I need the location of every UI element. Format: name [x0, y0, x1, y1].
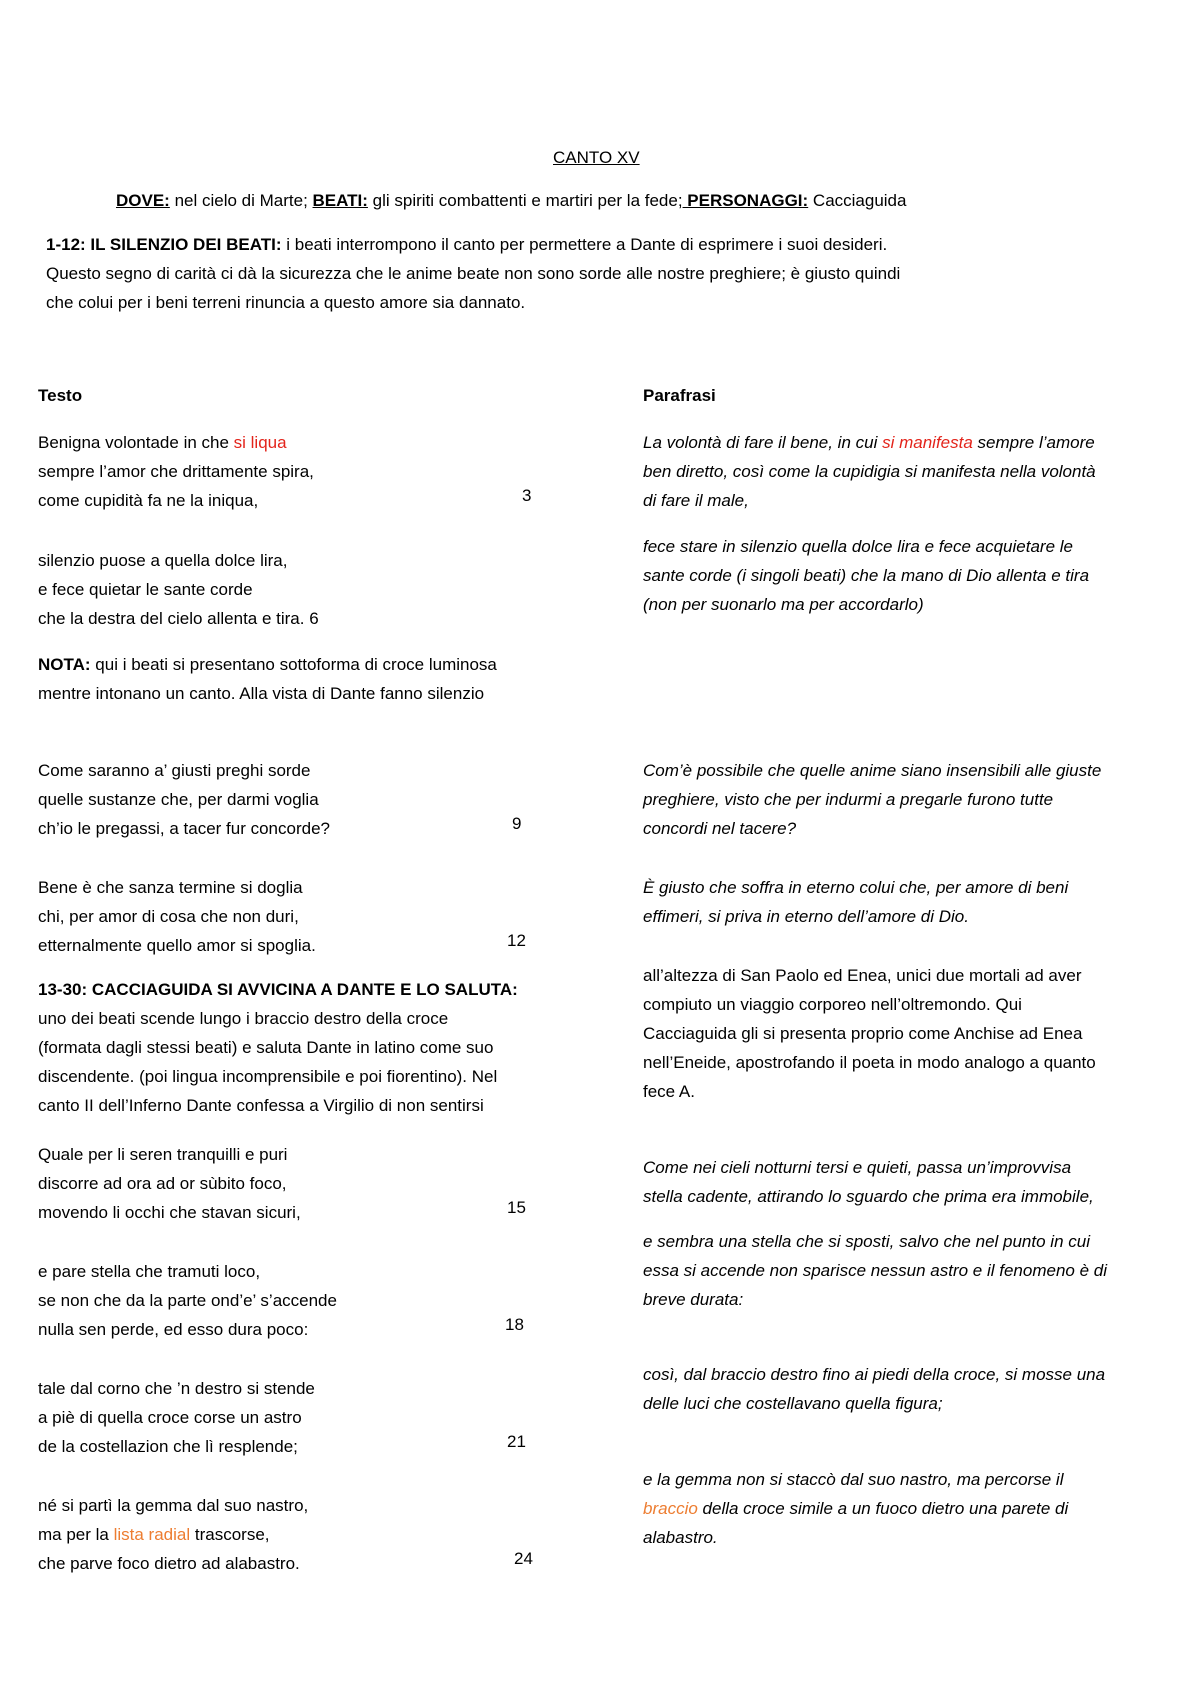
highlight-braccio: braccio [643, 1499, 698, 1518]
where-value: nel cielo di Marte; [169, 191, 313, 210]
paraphrase-8 [643, 1360, 1105, 1418]
verse-line: Benigna volontade in che [38, 433, 234, 452]
paraphrase-line: all’altezza di San Paolo ed Enea, unici due mortali ad aver [643, 966, 1082, 985]
paraphrase-line: concordi nel tacere? [643, 819, 797, 838]
section-2-heading: 13-30: CACCIAGUIDA SI AVVICINA A DANTE E LO SALUTA: [38, 980, 518, 999]
verse-line: e pare stella che tramuti loco, [38, 1262, 261, 1281]
verse-line: discorre ad ora ad or sùbito foco, [38, 1174, 287, 1193]
verse-number: 18 [505, 1315, 524, 1334]
column-header-paraphrase: Parafrasi [643, 386, 716, 405]
verse-line-end: trascorse, [190, 1525, 270, 1544]
verse-number: 9 [512, 814, 522, 833]
verse-line: etternalmente quello amor si spoglia. [38, 936, 316, 955]
column-header-text: Testo [38, 386, 83, 405]
verse-line: né si partì la gemma dal suo nastro, [38, 1496, 309, 1515]
stanza-2 [38, 546, 319, 633]
paraphrase-line: essa si accende non sparisce nessun astro e il fenomeno è di [643, 1261, 1107, 1280]
verse-line: se non che da la parte ond’e’ s’accende [38, 1291, 337, 1310]
verse-line: che la destra del cielo allenta e tira. 6 [38, 609, 319, 628]
verse-line: ma per la [38, 1525, 114, 1544]
intro-paragraph [46, 230, 900, 317]
paraphrase-line: e sembra una stella che si sposti, salvo che nel punto in cui [643, 1232, 1090, 1251]
verse-number: 15 [507, 1198, 526, 1217]
stanza-6 [38, 1257, 337, 1344]
intro-line-1: i beati interrompono il canto per permettere a Dante di esprimere i suoi desideri. [281, 235, 888, 254]
note-line-1: qui i beati si presentano sottoforma di croce luminosa [90, 655, 497, 674]
paraphrase-line: così, dal braccio destro fino ai piedi della croce, si mosse una [643, 1365, 1106, 1384]
verse-line: ch’io le pregassi, a tacer fur concorde? [38, 819, 330, 838]
section-2-line: canto II dell’Inferno Dante confessa a Virgilio di non sentirsi [38, 1096, 484, 1115]
paraphrase-line: di fare il male, [643, 491, 749, 510]
paraphrase-line: fece stare in silenzio quella dolce lira e fece acquietare le [643, 537, 1073, 556]
paraphrase-line: ben diretto, così come la cupidigia si manifesta nella volontà [643, 462, 1096, 481]
paraphrase-7 [643, 1227, 1107, 1314]
paraphrase-6 [643, 1153, 1094, 1211]
verse-number: 3 [522, 486, 532, 505]
paraphrase-4 [643, 873, 1068, 931]
paraphrase-5 [643, 961, 1096, 1106]
verse-line: a piè di quella croce corse un astro [38, 1408, 302, 1427]
characters-value: Cacciaguida [808, 191, 907, 210]
verse-line: sempre l’amor che drittamente spira, [38, 462, 314, 481]
verse-number: 24 [514, 1549, 533, 1568]
intro-line-2: Questo segno di carità ci dà la sicurezza che le anime beate non sono sorde alle nostre preghiere; è giusto quindi [46, 264, 901, 283]
paraphrase-line: effimeri, si priva in eterno dell’amore di Dio. [643, 907, 969, 926]
paraphrase-line: (non per suonarlo ma per accordarlo) [643, 595, 924, 614]
verse-line: e fece quietar le sante corde [38, 580, 253, 599]
verse-line: chi, per amor di cosa che non duri, [38, 907, 299, 926]
verse-line: silenzio puose a quella dolce lira, [38, 551, 288, 570]
paraphrase-line: fece A. [643, 1082, 695, 1101]
verse-line: movendo li occhi che stavan sicuri, [38, 1203, 301, 1222]
stanza-7 [38, 1374, 315, 1461]
paraphrase-line: compiuto un viaggio corporeo nell’oltremondo. Qui [643, 995, 1022, 1014]
verse-line: Come saranno a’ giusti preghi sorde [38, 761, 311, 780]
stanza-1 [38, 428, 314, 515]
paraphrase-line: La volontà di fare il bene, in cui [643, 433, 883, 452]
paraphrase-line: Com’è possibile che quelle anime siano insensibili alle giuste [643, 761, 1102, 780]
verse-line: Quale per li seren tranquilli e puri [38, 1145, 288, 1164]
verse-number: 12 [507, 931, 526, 950]
verse-number: 21 [507, 1432, 526, 1451]
blessed-label: BEATI: [312, 191, 368, 210]
paraphrase-line-end: della croce simile a un fuoco dietro una parete di [697, 1499, 1069, 1518]
characters-label: PERSONAGGI: [682, 191, 809, 210]
highlight-lista-radial: lista radial [113, 1525, 191, 1544]
page-title: CANTO XV [553, 148, 640, 167]
intro-line-3: che colui per i beni terreni rinuncia a questo amore sia dannato. [46, 293, 526, 312]
paraphrase-line: alabastro. [643, 1528, 718, 1547]
verse-line: nulla sen perde, ed esso dura poco: [38, 1320, 309, 1339]
paraphrase-line: delle luci che costellavano quella figura; [643, 1394, 943, 1413]
paraphrase-line: È giusto che soffra in eterno colui che, per amore di beni [643, 878, 1069, 897]
paraphrase-line: breve durata: [643, 1290, 744, 1309]
stanza-5 [38, 1140, 301, 1227]
section-2-line: (formata dagli stessi beati) e saluta Dante in latino come suo [38, 1038, 494, 1057]
highlight-si-manifesta: si manifesta [882, 433, 973, 452]
verse-line: come cupidità fa ne la iniqua, [38, 491, 259, 510]
section-2-block [38, 975, 518, 1120]
paraphrase-line: Cacciaguida gli si presenta proprio come Anchise ad Enea [643, 1024, 1083, 1043]
paraphrase-line: nell’Eneide, apostrofando il poeta in modo analogo a quanto [643, 1053, 1096, 1072]
stanza-3 [38, 756, 330, 843]
paraphrase-line: stella cadente, attirando lo sguardo che prima era immobile, [643, 1187, 1094, 1206]
verse-line: Bene è che sanza termine si doglia [38, 878, 303, 897]
verse-line: tale dal corno che ’n destro si stende [38, 1379, 315, 1398]
paraphrase-1 [643, 428, 1096, 515]
paraphrase-9 [643, 1465, 1068, 1552]
note-line-2: mentre intonano un canto. Alla vista di Dante fanno silenzio [38, 684, 485, 703]
verse-line: de la costellazion che lì resplende; [38, 1437, 298, 1456]
note-label: NOTA: [38, 655, 91, 674]
paraphrase-line: preghiere, visto che per indurmi a pregarle furono tutte [643, 790, 1054, 809]
note-block [38, 650, 497, 708]
verse-line: quelle sustanze che, per darmi voglia [38, 790, 319, 809]
section-2-line: uno dei beati scende lungo i braccio destro della croce [38, 1009, 449, 1028]
verse-line: che parve foco dietro ad alabastro. [38, 1554, 300, 1573]
blessed-value: gli spiriti combattenti e martiri per la fede; [367, 191, 683, 210]
where-label: DOVE: [116, 191, 170, 210]
section-2-line: discendente. (poi lingua incomprensibile e poi fiorentino). Nel [38, 1067, 498, 1086]
paraphrase-line: sante corde (i singoli beati) che la mano di Dio allenta e tira [643, 566, 1090, 585]
paraphrase-line-end: sempre l’amore [972, 433, 1095, 452]
stanza-8 [38, 1491, 308, 1578]
paraphrase-line: Come nei cieli notturni tersi e quieti, passa un’improvvisa [643, 1158, 1072, 1177]
header-info-line [116, 191, 906, 211]
highlight-si-liqua: si liqua [233, 433, 287, 452]
paraphrase-3 [643, 756, 1101, 843]
paraphrase-2 [643, 532, 1089, 619]
stanza-4 [38, 873, 316, 960]
intro-heading: 1-12: IL SILENZIO DEI BEATI: [46, 235, 282, 254]
paraphrase-line: e la gemma non si staccò dal suo nastro, ma percorse il [643, 1470, 1064, 1489]
